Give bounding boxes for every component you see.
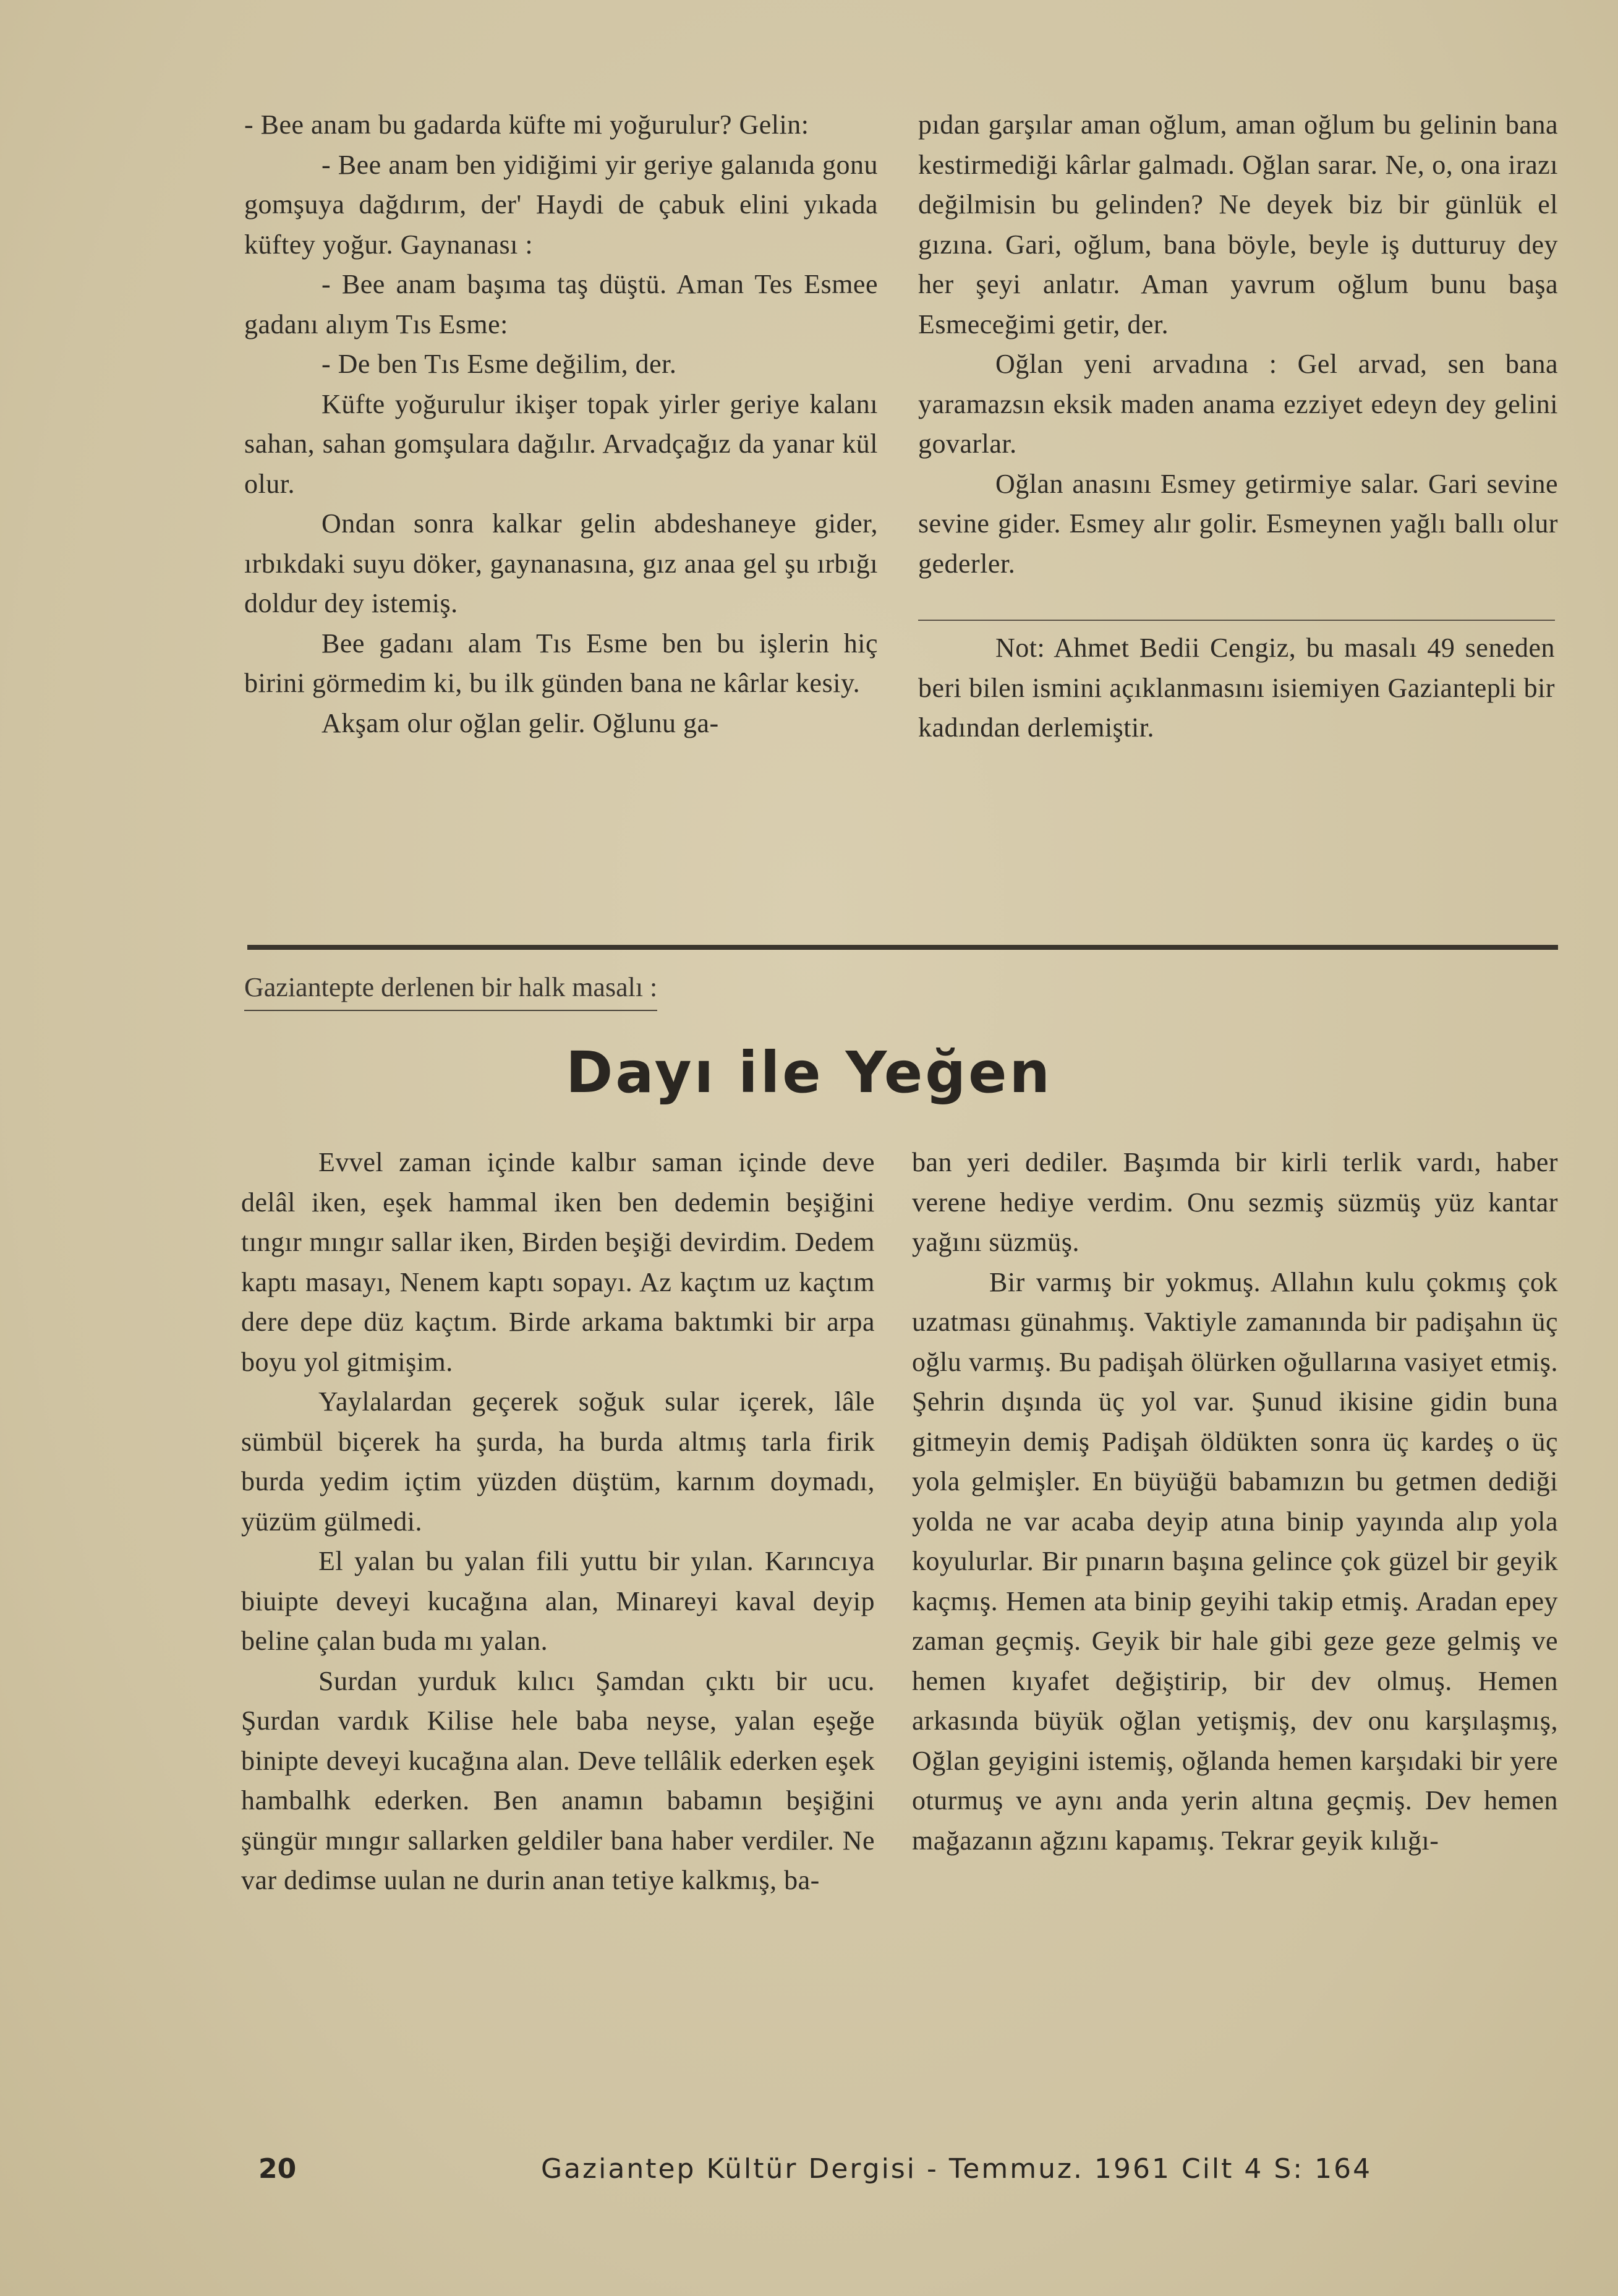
- article-kicker: Gaziantepte derlenen bir halk masalı :: [244, 968, 657, 1011]
- paragraph: El yalan bu yalan fili yuttu bir yılan. Karıncıya biuipte deveyi kucağına alan, Minareyi kaval deyip beline çalan buda mı yalan.: [241, 1546, 875, 1656]
- paragraph: Bee gadanı alam Tıs Esme ben bu işlerin hiç birini görmedim ki, bu ilk günden bana ne kârlar kesiy.: [244, 628, 878, 698]
- paragraph: Ondan sonra kalkar gelin abdeshaneye gider, ırbıkdaki suyu döker, gaynanasına, gız anaa gel şu ırbığı doldur dey istemiş.: [244, 508, 878, 618]
- article-title: Dayı ile Yeğen: [566, 1039, 1052, 1106]
- paragraph: Küfte yoğurulur ikişer topak yirler geriye kalanı sahan, sahan gomşulara dağılır. Arvadçağız da yanar kül olur.: [244, 388, 878, 499]
- source-note: Not: Ahmet Bedii Cengiz, bu masalı 49 seneden beri bilen ismini açıklanmasını isiemiyen Gaziantepli bir kadından derlemiştir.: [918, 620, 1555, 748]
- paragraph: Surdan yurduk kılıcı Şamdan çıktı bir ucu. Şurdan vardık Kilise hele baba neyse, yalan eşeğe binipte deveyi kucağına alan. Deve tellâlik ederken eşek hambalhk ederken. Ben anamın babamın beşiğini şüngür mıngır sallarken geldiler bana haber verdiler. Ne var dedimse uulan ne durin anan tetiye kalkmış, ba-: [241, 1665, 875, 1895]
- paragraph: Oğlan yeni arvadına : Gel arvad, sen bana yaramazsın eksik maden anama ezziyet edeyn dey gelini govarlar.: [918, 349, 1558, 459]
- section-divider: [247, 945, 1558, 950]
- paragraph: - De ben Tıs Esme değilim, der.: [321, 349, 677, 379]
- paragraph: Yaylalardan geçerek soğuk sular içerek, lâle sümbül biçerek ha şurda, ha burda altmış tarla firik burda yedim içtim yüzden düştüm, karnım doymadı, yüzüm gülmedi.: [241, 1386, 875, 1537]
- page-number: 20: [258, 2153, 297, 2185]
- article1-right-column: [918, 105, 1558, 748]
- paragraph: ban yeri dediler. Başımda bir kirli terlik vardı, haber verene hediye verdim. Onu sezmiş süzmüş yüz kantar yağını süzmüş.: [912, 1147, 1558, 1257]
- paragraph: - Bee anam ben yidiğimi yir geriye galanıda gonu gomşuya dağdırım, der' Haydi de çabuk elini yıkada küftey yoğur. Gaynanası :: [244, 149, 878, 260]
- paragraph: Bir varmış bir yokmuş. Allahın kulu çokmış çok uzatması günahmış. Vaktiyle zamanında bir padişahın üç oğlu varmış. Bu padişah ölürken oğullarına vasiyet etmiş. Şehrin dışında üç yol var. Şunud ikisine gidin buna gitmeyin demiş Padişah öldükten sonra üç kardeş o üç yola gelmişler. En büyüğü babamızın bu getmen dediği yolda ne var acaba deyip atına binip yayında alıp yola koyulurlar. Bir pınarın başına gelince çok güzel bir geyik kaçmış. Hemen ata binip geyihi takip etmiş. Aradan epey zaman geçmiş. Geyik bir hale gibi geze geze gelmiş ve hemen kıyafet değiştirip, bir dev olmuş. Hemen arkasında büyük oğlan yetişmiş, dev onu karşılaşmış, Oğlan geyigini istemiş, oğlanda hemen karşıdaki bir yere oturmuş ve aynı anda yerin altına geçmiş. Dev hemen mağazanın ağzını kapamış. Tekrar geyik kılığı-: [912, 1266, 1558, 1856]
- article2-left-column: [241, 1143, 875, 1901]
- paragraph: Oğlan anasını Esmey getirmiye salar. Gari sevine sevine gider. Esmey alır golir. Esmeynen yağlı ballı olur gederler.: [918, 468, 1558, 579]
- paragraph: Akşam olur oğlan gelir. Oğlunu ga-: [321, 707, 719, 738]
- paragraph: - Bee anam bu gadarda küfte mi yoğurulur? Gelin:: [244, 109, 809, 140]
- paragraph: Evvel zaman içinde kalbır saman içinde deve delâl iken, eşek hammal iken ben dedemin beşiğini tıngır mıngır sallar iken, Birden beşiği devirdim. Dedem kaptı masayı, Nenem kaptı sopayı. Az kaçtım uz kaçtım dere depe düz kaçtım. Birde arkama baktımki bir arpa boyu yol gitmişim.: [241, 1147, 875, 1377]
- paragraph: pıdan garşılar aman oğlum, aman oğlum bu gelinin bana kestirmediği kârlar galmadı. Oğlan sarar. Ne, o, ona irazı değilmisin bu gelinden? Ne deyek biz bir günlük el gızına. Gari, oğlum, bana böyle, beyle iş dutturuy dey her şeyi anlatır. Aman yavrum oğlum bunu başa Esmeceğimi getir, der.: [918, 109, 1558, 339]
- article1-left-column: [244, 105, 878, 743]
- paragraph: - Bee anam başıma taş düştü. Aman Tes Esmee gadanı alıym Tıs Esme:: [244, 269, 878, 339]
- running-title: Gaziantep Kültür Dergisi - Temmuz. 1961 Cilt 4 S: 164: [541, 2153, 1373, 2185]
- article2-right-column: [912, 1143, 1558, 1861]
